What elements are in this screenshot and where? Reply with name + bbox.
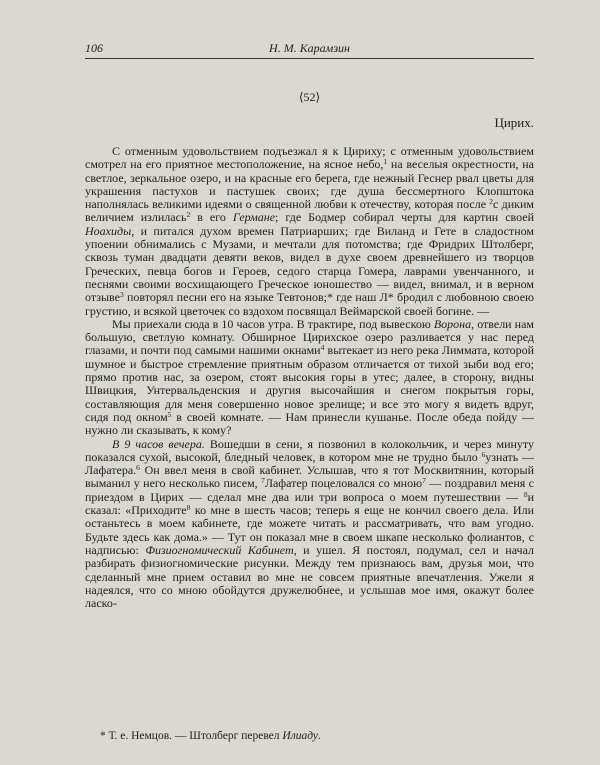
text-segment: Физиогномический Кабинет — [145, 542, 294, 557]
note-marker: 8 — [523, 489, 528, 499]
text-segment: на веселыя окрестности, на светлое, зеркальное озеро, и на красные его берега, где нежный Геснер рвал цветы для украшения пастухов и пастушек своих; где душа бессмертного Клопштока наполнялась великими идеями о священной любви к отечеству, которая после — [85, 157, 534, 212]
note-marker: 6 — [136, 463, 140, 473]
note-marker: 7 — [422, 476, 426, 486]
paragraph — [85, 438, 534, 611]
running-title: Н. М. Карамзин — [269, 41, 350, 55]
header-rule — [85, 58, 534, 59]
note-marker: 4 — [320, 343, 325, 353]
text-segment: Лафатер поцеловался со мною — [264, 476, 423, 491]
page-number: 106 — [85, 41, 103, 55]
text-segment: ко мне в шесть часов; теперь я еще не кончил своего дела. Или останьтесь в моем кабинете, где можете читать и рассматривать, что вам угодно. Будьте здесь как дома.» — Тут он показал мне в своем шкапе несколько фолиантов, с надписью: — [85, 503, 534, 557]
text-segment: Мы приехали сюда в 10 часов утра. В трактире, под вывескою — [112, 316, 434, 331]
note-marker: 3 — [119, 290, 124, 300]
text-segment: Он ввел меня в свой кабинет. Услышав, что я тот Москвитянин, который выманил у него несколько писем, — [85, 463, 534, 491]
text-segment: * Т. е. Немцов. — Штолберг перевел — [100, 730, 283, 742]
page-content — [85, 41, 534, 610]
text-segment: вытекает из него река Лиммата, которой шумное и быстрое стремление приятным образом отличается от тихой зыби вод его; прямо против нас, за озером, стоят высокия горы в утес; далее, в сторону, видны Швицкия, Унтервальденския и другия высочайшия и снегом покрытыя горы, составляющия для меня совершенно новое зрелище; и все это могу я видеть вдруг, сидя под окном — [85, 343, 534, 424]
text-segment: Германе — [232, 210, 276, 225]
note-marker: 6 — [481, 449, 486, 459]
chapter-title: Цирих. — [494, 115, 534, 130]
note-marker: 7 — [261, 476, 265, 486]
text-segment: с диким величием излилась — [85, 197, 534, 225]
text-segment: Илиаду — [282, 730, 318, 742]
text-segment: повторял песни его на языке Тевтонов;* где наш Л* бродил с любовною своею грустию, и всякой цветочек со вздохом посвящал Веймарской своей богине. — — [85, 290, 534, 318]
note-marker: 2 — [186, 210, 191, 220]
text-segment: , и питался духом времен Патриарших; где Виланд и Гете в сладостном упоении обнимались с Музами, и мечтали для потомства; где Фридрих Штолберг, сквозь туман двадцати девяти веков, видел в духе своем древнейшего из творцов Греческих, певца богов и Героев, седого старца Гомера, лаврами увенчанного, и песнями своими восхищающего Греческое юношество — видел, внимал, и в верном отзыве — [85, 223, 534, 305]
text-segment: , отвели нам большую, светлую комнату. Обширное Цирихское озеро разливается у нас перед глазами, и почти под самыми нашими окнами — [85, 316, 534, 358]
text-segment: Ворона — [433, 316, 472, 331]
note-marker: 5 — [167, 409, 172, 419]
note-marker: 1 — [383, 157, 388, 167]
text-segment: в его — [190, 210, 233, 225]
paragraph — [85, 318, 534, 438]
text-segment: ; где Бодмер собирал черты для картин своей — [275, 210, 534, 225]
text-segment: — поздравил меня с приездом в Цирих — сделал мне два или три вопроса о моем путешествии — — [85, 476, 535, 504]
text-segment: . — [318, 730, 321, 742]
text-segment: , и ушел. Я постоял, подумал, сел и начал разбирать физиогномические рисунки. Между тем признаюсь вам, друзья мои, что сделанный мне прием оставил во мне не совсем приятные впечатления. Ужели я надеялся, что со мною обойдутся дружелюбнее, и услышав мое имя, окажут более ласко- — [85, 542, 535, 611]
text-segment: Ноахиды — [85, 223, 132, 238]
section-number: ⟨52⟩ — [298, 90, 321, 104]
body-text — [85, 145, 534, 610]
note-marker: 2 — [489, 197, 494, 207]
note-marker: 8 — [186, 503, 191, 513]
page-header — [85, 41, 534, 55]
text-segment: и сказал: «Приходите — [85, 489, 534, 518]
text-segment: Вошедши в сени, я позвонил в колокольчик, и через минуту показался сухой, высокой, бледный человек, в котором мне не трудно было — [85, 436, 535, 464]
text-segment: узнать — Лафатера. — [85, 449, 534, 478]
text-segment: В 9 часов вечера. — [112, 436, 205, 451]
text-segment: в своей комнате. — Нам принесли кушанье. После обеда пойду — нужно ли сказывать, к кому? — [85, 409, 534, 438]
footnote-text — [85, 730, 534, 743]
text-segment: С отменным удовольствием подъезжал я к Цириху; с отменным удовольствием смотрел на его приятное местоположение, на ясное небо, — [85, 144, 534, 172]
paragraph — [85, 145, 534, 318]
